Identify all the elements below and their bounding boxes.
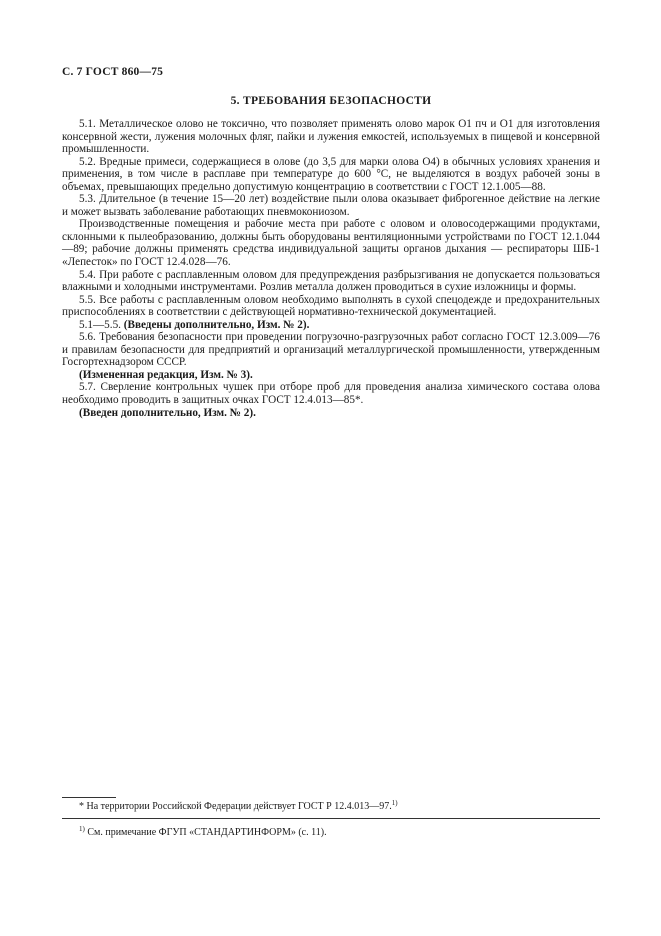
amendment-note-5-7: (Введен дополнительно, Изм. № 2). [79, 406, 256, 419]
paragraph-5-6: 5.6. Требования безопасности при проведении погрузочно-разгрузочных работ согласно ГОСТ 12.3.009—76 и правилам безопасности для предприятий и организаций металлургической промышленности, утвержденным Госгортехнадзором СССР. [62, 331, 600, 369]
footnote-text: * На территории Российской Федерации действует ГОСТ Р 12.4.013—97. [79, 801, 392, 812]
publisher-note-marker: 1) [79, 825, 85, 833]
paragraph-5-7: 5.7. Сверление контрольных чушек при отборе проб для проведения анализа химического состава олова необходимо проводить в защитных очках ГОСТ 12.4.013—85*. [62, 381, 600, 407]
publisher-note-divider [62, 818, 600, 819]
paragraph-ventilation: Производственные помещения и рабочие места при работе с оловом и оловосодержащими продуктами, склонными к пылеобразованию, должны быть оборудованы вентиляционными устройствами по ГОСТ 12.1.044—89; рабочие должны применять средства индивидуальной защиты органов дыхания — респираторы ШБ-1 «Лепесток» по ГОСТ 12.4.028—76. [62, 218, 600, 269]
publisher-note [79, 827, 600, 839]
publisher-note-text: См. примечание ФГУП «СТАНДАРТИНФОРМ» (с. 11). [84, 827, 327, 838]
section-title: 5. ТРЕБОВАНИЯ БЕЗОПАСНОСТИ [230, 95, 432, 107]
footnote-divider [62, 797, 116, 798]
paragraph-5-4: 5.4. При работе с расплавленным оловом для предупреждения разбрызгивания не допускается пользоваться влажными и холодными инструментами. Розлив металла должен проводиться в сухие изложницы и формы. [62, 268, 600, 294]
amendment-note-5-6: (Измененная редакция, Изм. № 3). [79, 368, 253, 381]
paragraph-5-1: 5.1. Металлическое олово не токсично, что позволяет применять олово марок О1 пч и О1 для изготовления консервной жести, лужения молочных фляг, пайки и лужения емкостей, используемых в пищевой и консервной промышленности. [62, 118, 600, 156]
footnote-marker: 1) [391, 799, 398, 807]
footnote [79, 801, 600, 813]
paragraph-5-5: 5.5. Все работы с расплавленным оловом необходимо выполнять в сухой спецодежде и предохранительных приспособлениях в соответствии с действующей нормативно-технической документацией. [62, 293, 600, 319]
section-body [62, 118, 600, 419]
amendment-note-5-1-5-5 [62, 319, 600, 332]
paragraph-5-3: 5.3. Длительное (в течение 15—20 лет) воздействие пыли олова оказывает фиброгенное действие на легкие и может вызвать заболевание работающих пневмокониозом. [62, 193, 600, 218]
amendment-label: (Введены дополнительно, Изм. № 2). [123, 318, 310, 331]
paragraph-5-2: 5.2. Вредные примеси, содержащиеся в олове (до 3,5 для марки олова О4) в обычных условиях хранения и применения, в том числе в расплаве при температуре до 600 °С, не выделяются в воздух рабочей зоны в объемах, превышающих предельно допустимую концентрацию в соответствии с ГОСТ 12.1.005—88. [62, 155, 600, 193]
page-header: С. 7 ГОСТ 860—75 [62, 66, 164, 78]
amendment-range: 5.1—5.5. [79, 318, 124, 331]
